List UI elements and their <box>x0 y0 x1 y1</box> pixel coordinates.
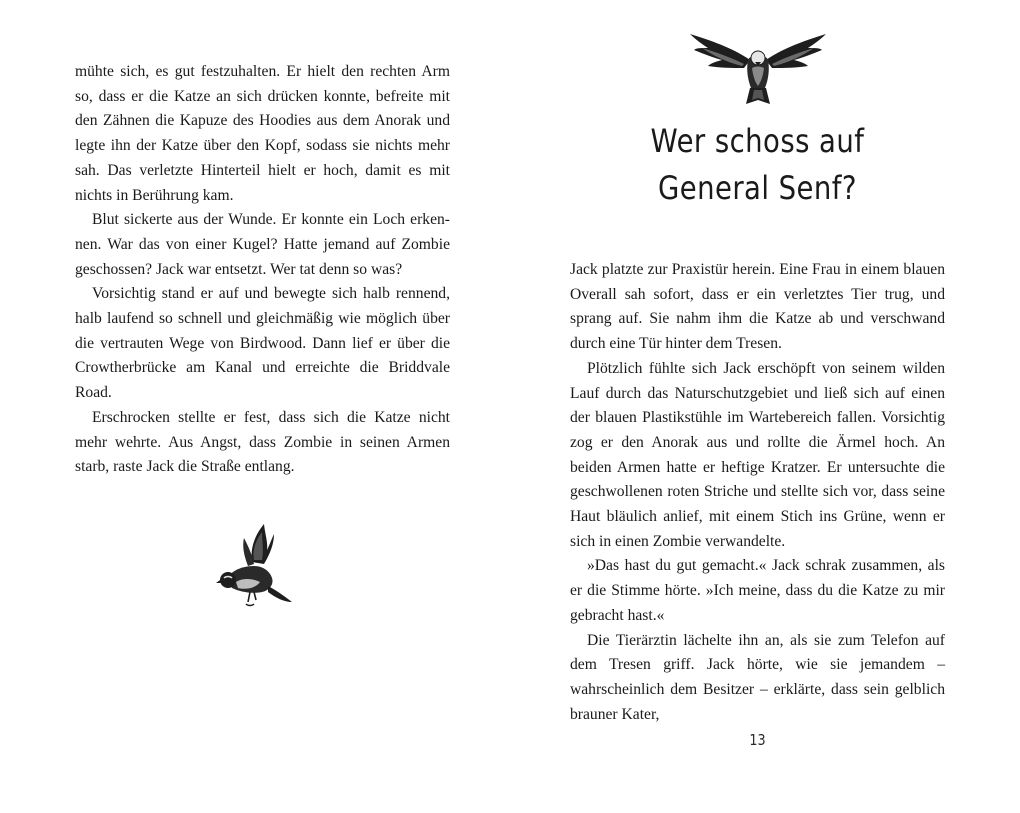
paragraph: mühte sich, es gut festzuhalten. Er hielt den rechten Arm so, dass er die Katze an sich drücken konnte, befreite mit den Zähnen die Kapuze des Hoodies aus dem Anorak und legte ihn der Katze über den Kopf, sodass sie nichts mehr sah. Das verletzte Hinterteil hielt er hoch, damit es mit nichts in Berührung kam. <box>75 63 450 204</box>
paragraph: Plötzlich fühlte sich Jack erschöpft von seinem wilden Lauf durch das Naturschutzgebiet und ließ sich auf einen der blauen Plastikstühle im Wartebereich fallen. Vorsichtig zog er den Anorak aus und rollte die Ärmel hoch. An beiden Armen hatte er heftige Kratzer. Er untersuchte die geschwollenen roten Striche und stellte sich vor, dass seine Haut bläulich anlief, mit einem Stich ins Grüne, wenn er sich in einen Zombie verwandelte. <box>570 359 945 550</box>
paragraph: Erschrocken stellte er fest, dass sich die Katze nicht mehr wehrte. Aus Angst, dass Zombie in seinen Armen starb, raste Jack die Straße entlang. <box>75 408 450 476</box>
sparrow-icon <box>212 520 298 614</box>
paragraph: Vorsichtig stand er auf und bewegte sich halb rennend, halb laufend so schnell und gleichmäßig wie möglich über die vertrauten Wege von Birdwood. Dann lief er über die Crowtherbrücke am Kanal und erreichte die Briddvale Road. <box>75 285 450 402</box>
paragraph: »Das hast du gut gemacht.« Jack schrak zusammen, als er die Stimme hörte. »Ich meine, dass du die Katze zu mir gebracht hast.« <box>570 557 945 624</box>
chapter-title-line: Wer schoss auf <box>650 122 865 160</box>
paragraph: Die Tierärztin lächelte ihn an, als sie zum Telefon auf dem Tresen griff. Jack hörte, wie sie jemandem – wahrscheinlich dem Besitzer – erklärte, dass sein gelblich brauner Kater, <box>570 631 945 723</box>
paragraph: Blut sickerte aus der Wunde. Er konnte ein Loch erkennen. War das von einer Kugel? Hatte jemand auf Zombie geschossen? Jack war entsetzt. Wer tat denn so was? <box>75 211 450 278</box>
right-page-text <box>570 258 945 727</box>
paragraph: Jack platzte zur Praxistür herein. Eine Frau in einem blauen Overall sah sofort, dass er ein verletztes Tier trug, und sprang auf. Sie nahm ihm die Katze ab und verschwand durch eine Tür hinter dem Tresen. <box>570 261 945 353</box>
right-page <box>510 0 1020 813</box>
left-page-text <box>75 60 450 480</box>
eagle-icon <box>686 24 830 108</box>
chapter-title <box>545 118 971 212</box>
page-number: 13 <box>749 731 766 749</box>
chapter-title-line: General Senf? <box>657 169 857 207</box>
